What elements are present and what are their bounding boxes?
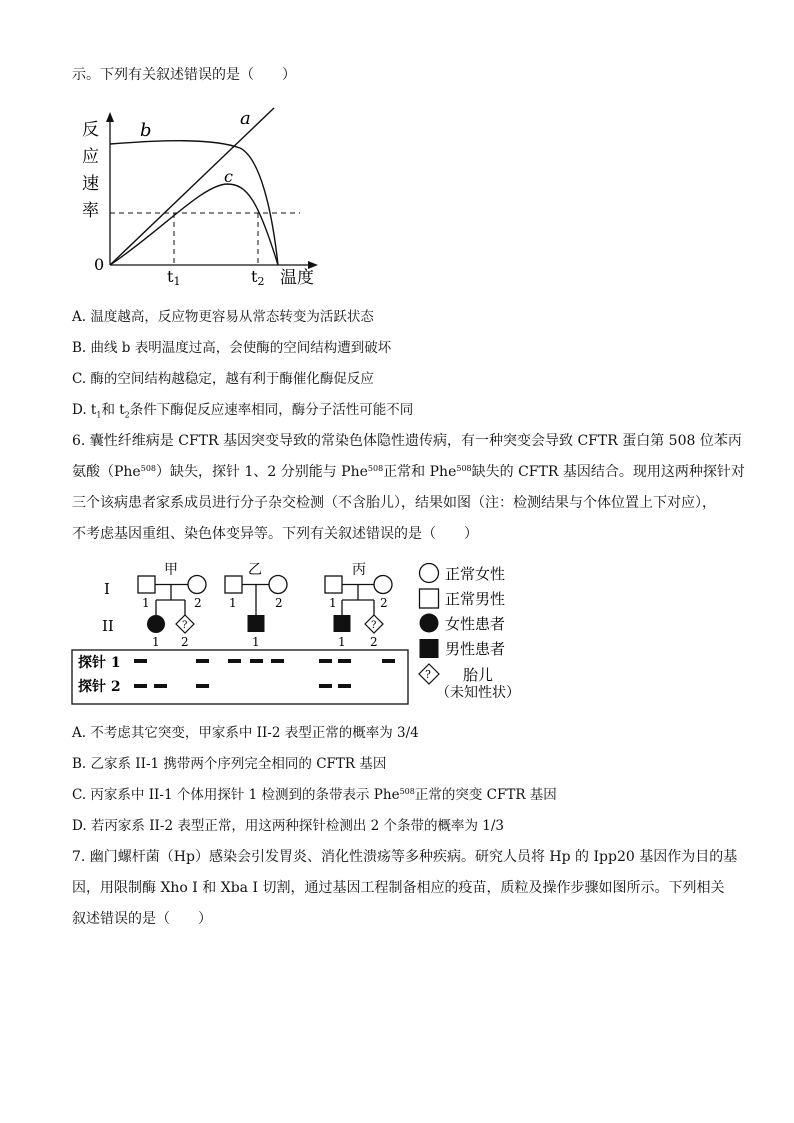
enzyme-rate-graph	[72, 100, 372, 300]
band	[154, 684, 167, 688]
q6-stem-line1: 6. 囊性纤维病是 CFTR 基因突变导致的常染色体隐性遗传病，有一种突变会导致 CFTR 蛋白第 508 位苯丙	[72, 433, 742, 449]
yi-I1-normal-male	[225, 576, 242, 593]
probe1-bands	[134, 659, 395, 663]
svg-text:?: ?	[371, 620, 377, 631]
legend-normal-female-icon	[420, 564, 439, 583]
bing-I2-normal-female	[374, 576, 392, 594]
graph-ylabel-4: 率	[82, 201, 99, 221]
svg-text:1: 1	[229, 596, 237, 610]
graph-origin: 0	[94, 255, 105, 274]
bing-I1-normal-male	[325, 576, 342, 593]
svg-text:?: ?	[182, 620, 188, 631]
gen-II-label: II	[102, 617, 114, 635]
curve-a-label: a	[240, 108, 251, 129]
band	[271, 659, 284, 663]
svg-text:2: 2	[194, 596, 202, 610]
probe-result-box	[72, 650, 408, 704]
curve-a	[110, 108, 274, 265]
legend-fetus-note: （未知性状）	[436, 685, 520, 701]
svg-text:1: 1	[152, 635, 160, 649]
curve-b-label: b	[140, 120, 152, 141]
yi-I2-normal-female	[269, 576, 287, 594]
q5-option-b: B. 曲线 b 表明温度过高，会使酶的空间结构遭到破坏	[72, 340, 392, 356]
q5-stem-tail: 示。下列有关叙述错误的是（ ）	[72, 67, 296, 83]
yi-II1-affected-male	[248, 615, 265, 632]
svg-text:1: 1	[142, 596, 150, 610]
q6-option-d: D. 若丙家系 II-2 表型正常，用这两种探针检测出 2 个条带的概率为 1/3	[72, 818, 505, 834]
family-jia-label: 甲	[164, 562, 178, 578]
band	[134, 684, 147, 688]
family-yi-label: 乙	[248, 562, 262, 578]
q6-option-b: B. 乙家系 II-1 携带两个序列完全相同的 CFTR 基因	[72, 756, 387, 772]
svg-text:?: ?	[425, 668, 431, 681]
q5-option-d: D. $t_1$和 $t_2$条件下酶促反应速率相同，酶分子活性可能不同	[72, 402, 414, 420]
jia-II1-affected-female	[147, 615, 165, 633]
family-bing-label: 丙	[352, 562, 366, 578]
probe2-label: 探针 2	[78, 679, 121, 695]
band	[228, 659, 241, 663]
q7-stem-line3: 叙述错误的是（ ）	[72, 911, 212, 927]
band	[319, 659, 332, 663]
legend-affected-female-icon	[420, 614, 439, 633]
gen-I-label: I	[104, 580, 110, 598]
band	[196, 684, 209, 688]
curve-c-label: c	[224, 167, 233, 186]
graph-ylabel-2: 应	[82, 147, 99, 167]
probe2-bands	[134, 684, 351, 688]
q6-option-c: C. 丙家系中 II-1 个体用探针 1 检测到的条带表示 Phe$^{508}$正常的突变 CFTR 基因	[72, 787, 557, 803]
svg-text:2: 2	[370, 635, 378, 649]
q6-stem-line2: 氨酸（Phe$^{508}$）缺失，探针 1、2 分别能与 Phe$^{508}$正常和 Phe$^{508}$缺失的 CFTR 基因结合。现用这两种探针对	[72, 464, 745, 480]
jia-I2-normal-female	[188, 576, 206, 594]
graph-ylabel-3: 速	[82, 174, 99, 194]
band	[338, 659, 351, 663]
q6-stem-line3: 三个该病患者家系成员进行分子杂交检测（不含胎儿），结果如图（注：检测结果与个体位置上下对应），	[72, 495, 716, 511]
legend-normal-male: 正常男性	[445, 590, 506, 608]
svg-text:1: 1	[329, 596, 337, 610]
q6-option-a: A. 不考虑其它突变，甲家系中 II-2 表型正常的概率为 3/4	[72, 725, 419, 741]
q7-stem-line2: 因，用限制酶 Xho I 和 Xba I 切割，通过基因工程制备相应的疫苗，质粒及操作步骤如图所示。下列相关	[72, 880, 725, 896]
svg-text:1: 1	[338, 635, 346, 649]
graph-ylabel-1: 反	[82, 120, 99, 140]
graph-xlabel: 温度	[280, 268, 314, 288]
legend-normal-female: 正常女性	[445, 565, 506, 583]
svg-text:2: 2	[275, 596, 283, 610]
band	[196, 659, 209, 663]
band	[338, 684, 351, 688]
q6-stem-line4: 不考虑基因重组、染色体变异等。下列有关叙述错误的是（ ）	[72, 526, 478, 542]
q5-option-c: C. 酶的空间结构越稳定，越有利于酶催化酶促反应	[72, 371, 374, 387]
probe1-label: 探针 1	[78, 655, 121, 671]
legend-affected-male: 男性患者	[445, 640, 506, 658]
legend-fetus: 胎儿	[463, 666, 494, 684]
t1-label: t1	[167, 267, 181, 288]
graph-y-arrow	[106, 112, 114, 122]
q5-option-a: A. 温度越高，反应物更容易从常态转变为活跃状态	[72, 309, 374, 325]
band	[319, 684, 332, 688]
svg-text:1: 1	[252, 635, 260, 649]
jia-I1-normal-male	[138, 576, 155, 593]
legend-affected-male-icon	[420, 639, 439, 658]
band	[250, 659, 263, 663]
pedigree-figure	[72, 556, 532, 706]
curve-c	[110, 184, 278, 265]
q7-stem-line1: 7. 幽门螺杆菌（Hp）感染会引发胃炎、消化性溃疡等多种疾病。研究人员将 Hp 的 Ipp20 基因作为目的基	[72, 849, 738, 865]
t2-label: t2	[251, 267, 265, 288]
svg-text:2: 2	[380, 596, 388, 610]
band	[134, 659, 147, 663]
band	[382, 659, 395, 663]
legend-affected-female: 女性患者	[445, 615, 506, 633]
legend-normal-male-icon	[420, 589, 439, 608]
svg-text:2: 2	[181, 635, 189, 649]
bing-II1-affected-male	[334, 615, 351, 632]
